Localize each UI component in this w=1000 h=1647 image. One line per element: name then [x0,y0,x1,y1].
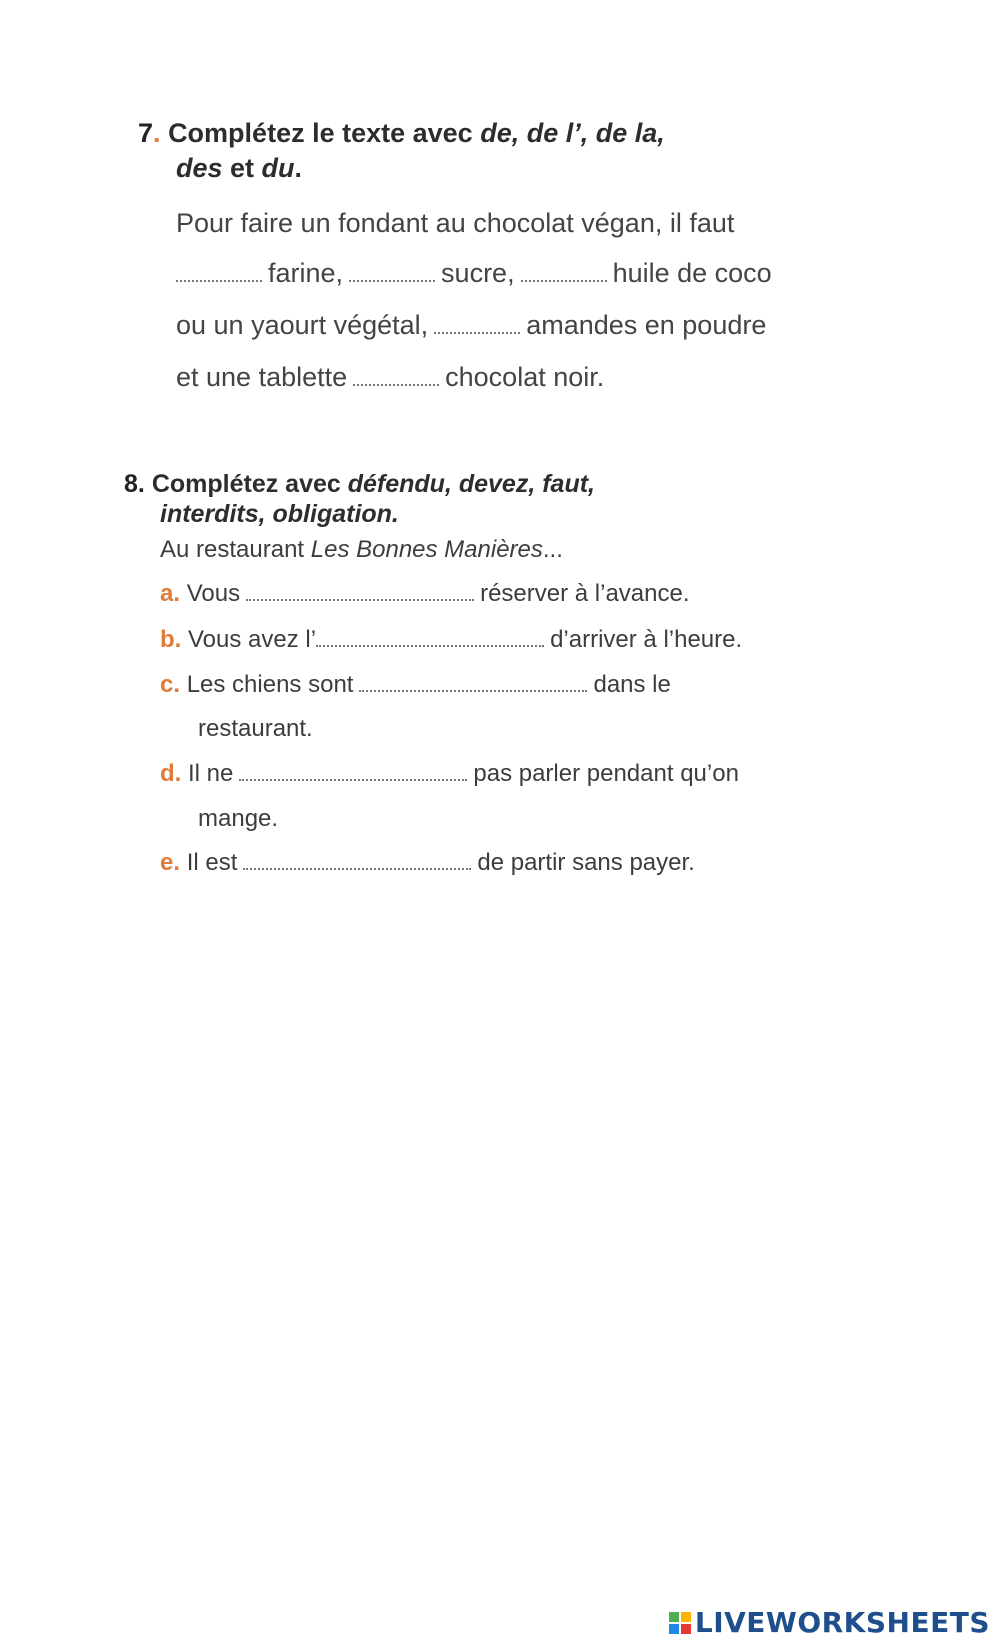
exercise-7-word-et: et [222,153,262,183]
exercise-7-title-prefix: Complétez le texte avec [168,118,481,148]
blank-field[interactable] [349,279,435,282]
blank-field[interactable] [521,279,607,282]
exercise-8-title-words-2: interdits, obligation. [160,500,399,528]
exercise-7-title-line2 [176,153,302,184]
item-text: Les chiens sont [186,671,354,698]
exercise-7-text: huile de coco [612,258,772,288]
exercise-8-title-line2 [160,500,399,529]
item-letter: a. [160,580,181,607]
ellipsis: ... [542,536,563,563]
exercise-8-item-a [160,580,690,608]
exercise-7-word-des: des [176,153,223,183]
item-text: Vous avez l’ [188,626,317,653]
item-text: Vous [186,580,241,607]
exercise-8-title-prefix: Complétez avec [151,470,348,498]
liveworksheets-brand [669,1606,990,1639]
exercise-8-item-b [160,626,742,654]
exercise-7-word-du: du [261,153,295,183]
item-letter: c. [160,671,181,698]
exercise-7-text: amandes en poudre [526,310,767,340]
exercise-8-item-c-continued [198,715,313,743]
exercise-7-line-1 [176,208,734,239]
exercise-7-line-2 [176,258,772,289]
item-text: Il ne [188,760,234,787]
item-text: dans le [593,671,671,698]
exercise-7-text: Pour faire un fondant au chocolat végan, il faut [176,208,735,238]
blank-field[interactable] [246,598,474,601]
item-text: d’arriver à l’heure. [550,626,743,653]
blank-field[interactable] [176,279,262,282]
blank-field[interactable] [353,383,439,386]
item-text: de partir sans payer. [477,849,695,876]
blank-field[interactable] [243,867,471,870]
item-letter: e. [160,849,181,876]
exercise-7-text: farine, [268,258,344,288]
exercise-8-intro-text: Au restaurant [160,536,311,563]
exercise-7-line-3 [176,310,766,341]
blank-field[interactable] [434,331,520,334]
exercise-7-number: 7 [138,118,154,148]
exercise-7-text: chocolat noir. [445,362,605,392]
exercise-7-text: sucre, [441,258,515,288]
exercise-8-intro [160,536,563,564]
exercise-8-item-c [160,671,671,699]
exercise-8-item-e [160,849,695,877]
item-text: Il est [186,849,238,876]
exercise-8-item-d [160,760,739,788]
exercise-7-line-4 [176,362,604,393]
blank-field[interactable] [239,778,467,781]
liveworksheets-logo-icon [669,1612,691,1634]
blank-field[interactable] [359,689,587,692]
restaurant-name: Les Bonnes Manières [310,536,543,563]
exercise-7-title-words: de, de l’, de la, [480,118,665,148]
exercise-8-item-d-continued [198,805,278,833]
exercise-7-text: ou un yaourt végétal, [176,310,429,340]
exercise-7-title [138,118,665,149]
exercise-7-period: . [294,153,303,183]
blank-field[interactable] [316,644,544,647]
item-text: mange. [198,805,279,832]
item-text: restaurant. [198,715,313,742]
item-text: pas parler pendant qu’on [473,760,739,787]
exercise-8-title-words: défendu, devez, faut, [347,470,595,498]
item-letter: b. [160,626,182,653]
exercise-8-title [124,470,595,499]
exercise-8-number: 8. [124,470,145,498]
exercise-7-number-punct: . [153,118,161,148]
item-text: réserver à l’avance. [480,580,690,607]
exercise-7-text: et une tablette [176,362,348,392]
brand-name: LIVEWORKSHEETS [694,1606,990,1639]
item-letter: d. [160,760,182,787]
